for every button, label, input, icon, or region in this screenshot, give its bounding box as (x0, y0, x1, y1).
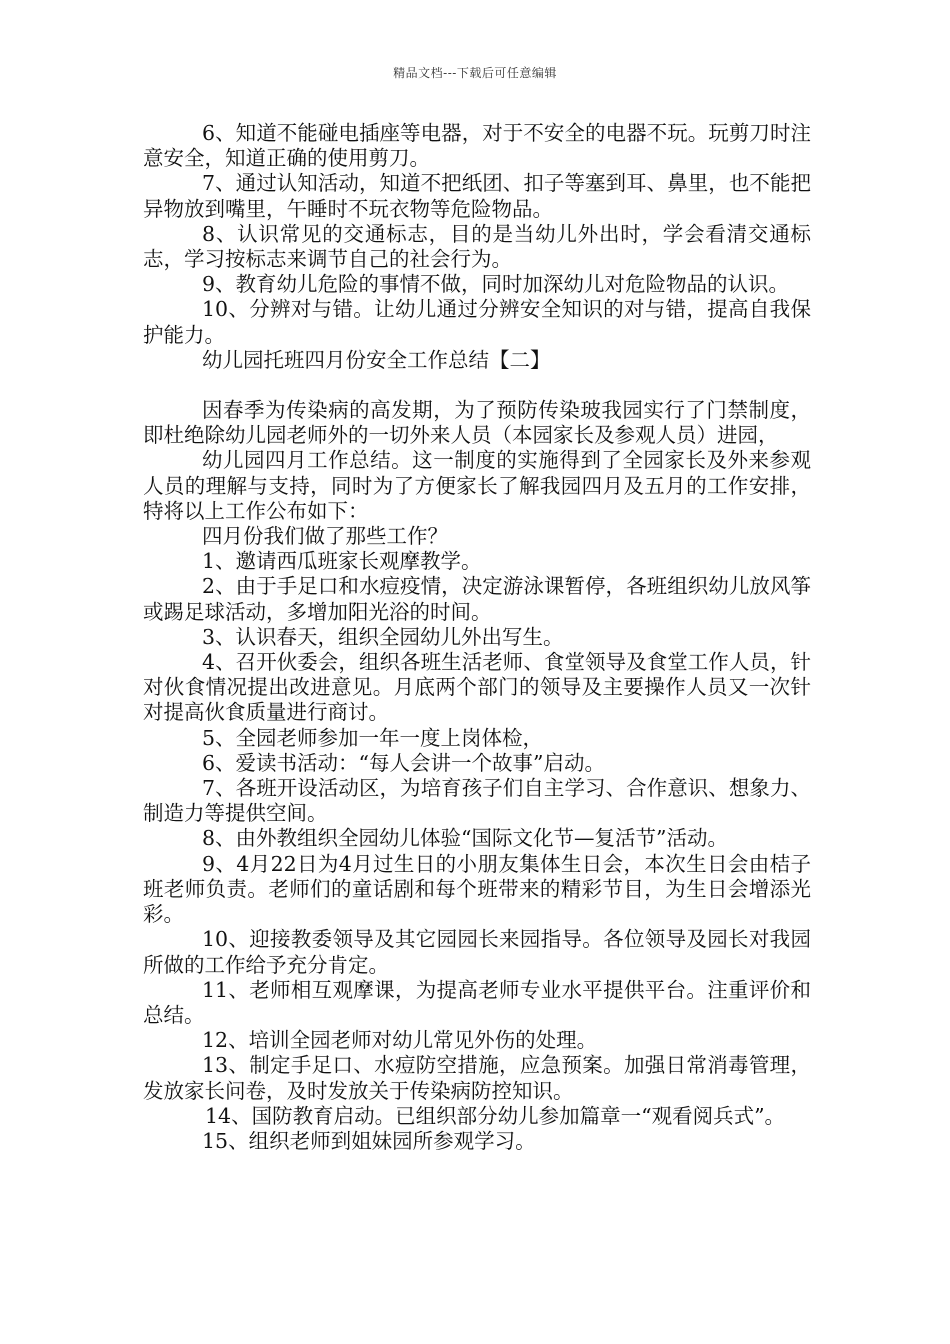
paragraph: 15、组织老师到姐妹园所参观学习。 (202, 1128, 536, 1153)
paragraph: 10、分辨对与错。让幼儿通过分辨安全知识的对与错，提高自我保护能力。 (143, 297, 811, 347)
paragraph: 5、全园老师参加一年一度上岗体检， (202, 725, 544, 750)
paragraph: 1、邀请西瓜班家长观摩教学。 (202, 549, 482, 574)
paragraph: 8、由外教组织全园幼儿体验“国际文化节—复活节”活动。 (202, 826, 729, 851)
paragraph: 10、迎接教委领导及其它园园长来园指导。各位领导及园长对我园所做的工作给予充分肯定。 (143, 927, 811, 977)
paragraph: 9、4月22日为4月过生日的小朋友集体生日会，本次生日会由桔子班老师负责。老师们的童话剧和每个班带来的精彩节目，为生日会增添光彩。 (143, 851, 811, 927)
blank-line (143, 373, 811, 398)
page-header: 精品文档---下载后可任意编辑 (393, 66, 557, 80)
paragraph: 8、认识常见的交通标志，目的是当幼儿外出时，学会看清交通标志，学习按标志来调节自己的社会行为。 (143, 221, 811, 272)
paragraph: 7、通过认知活动，知道不把纸团、扣子等塞到耳、鼻里，也不能把异物放到嘴里，午睡时不玩衣物等危险物品。 (143, 171, 811, 221)
paragraph: 14、国防教育启动。已组织部分幼儿参加篇章一“观看阅兵式”。 (205, 1103, 786, 1128)
paragraph: 6、知道不能碰电插座等电器，对于不安全的电器不玩。玩剪刀时注意安全，知道正确的使用剪刀。 (143, 121, 811, 171)
paragraph: 因春季为传染病的高发期，为了预防传染玻我园实行了门禁制度，即杜绝除幼儿园老师外的一切外来人员（本园家长及参观人员）进园， (143, 398, 811, 448)
paragraph: 幼儿园四月工作总结。这一制度的实施得到了全园家长及外来参观人员的理解与支持，同时为了方便家长了解我园四月及五月的工作安排，特将以上工作公布如下： (143, 448, 811, 523)
section-title: 幼儿园托班四月份安全工作总结【二】 (202, 347, 551, 372)
paragraph: 四月份我们做了那些工作？ (202, 524, 448, 549)
paragraph: 6、爱读书活动：“每人会讲一个故事”启动。 (202, 750, 606, 775)
paragraph: 9、教育幼儿危险的事情不做，同时加深幼儿对危险物品的认识。 (202, 272, 790, 297)
paragraph: 2、由于手足口和水痘疫情，决定游泳课暂停，各班组织幼儿放风筝或踢足球活动，多增加阳光浴的时间。 (143, 574, 811, 624)
paragraph: 3、认识春天，组织全园幼儿外出写生。 (202, 624, 564, 649)
paragraph: 4、召开伙委会，组织各班生活老师、食堂领导及食堂工作人员，针对伙食情况提出改进意见。月底两个部门的领导及主要操作人员又一次针对提高伙食质量进行商讨。 (143, 650, 811, 725)
document-body (143, 121, 811, 1154)
paragraph: 11、老师相互观摩课，为提高老师专业水平提供平台。注重评价和总结。 (143, 977, 811, 1027)
paragraph: 12、培训全园老师对幼儿常见外伤的处理。 (202, 1028, 598, 1053)
paragraph: 7、各班开设活动区，为培育孩子们自主学习、合作意识、想象力、制造力等提供空间。 (143, 776, 811, 826)
paragraph: 13、制定手足口、水痘防空措施，应急预案。加强日常消毒管理，发放家长问卷，及时发放关于传染病防控知识。 (143, 1053, 811, 1103)
